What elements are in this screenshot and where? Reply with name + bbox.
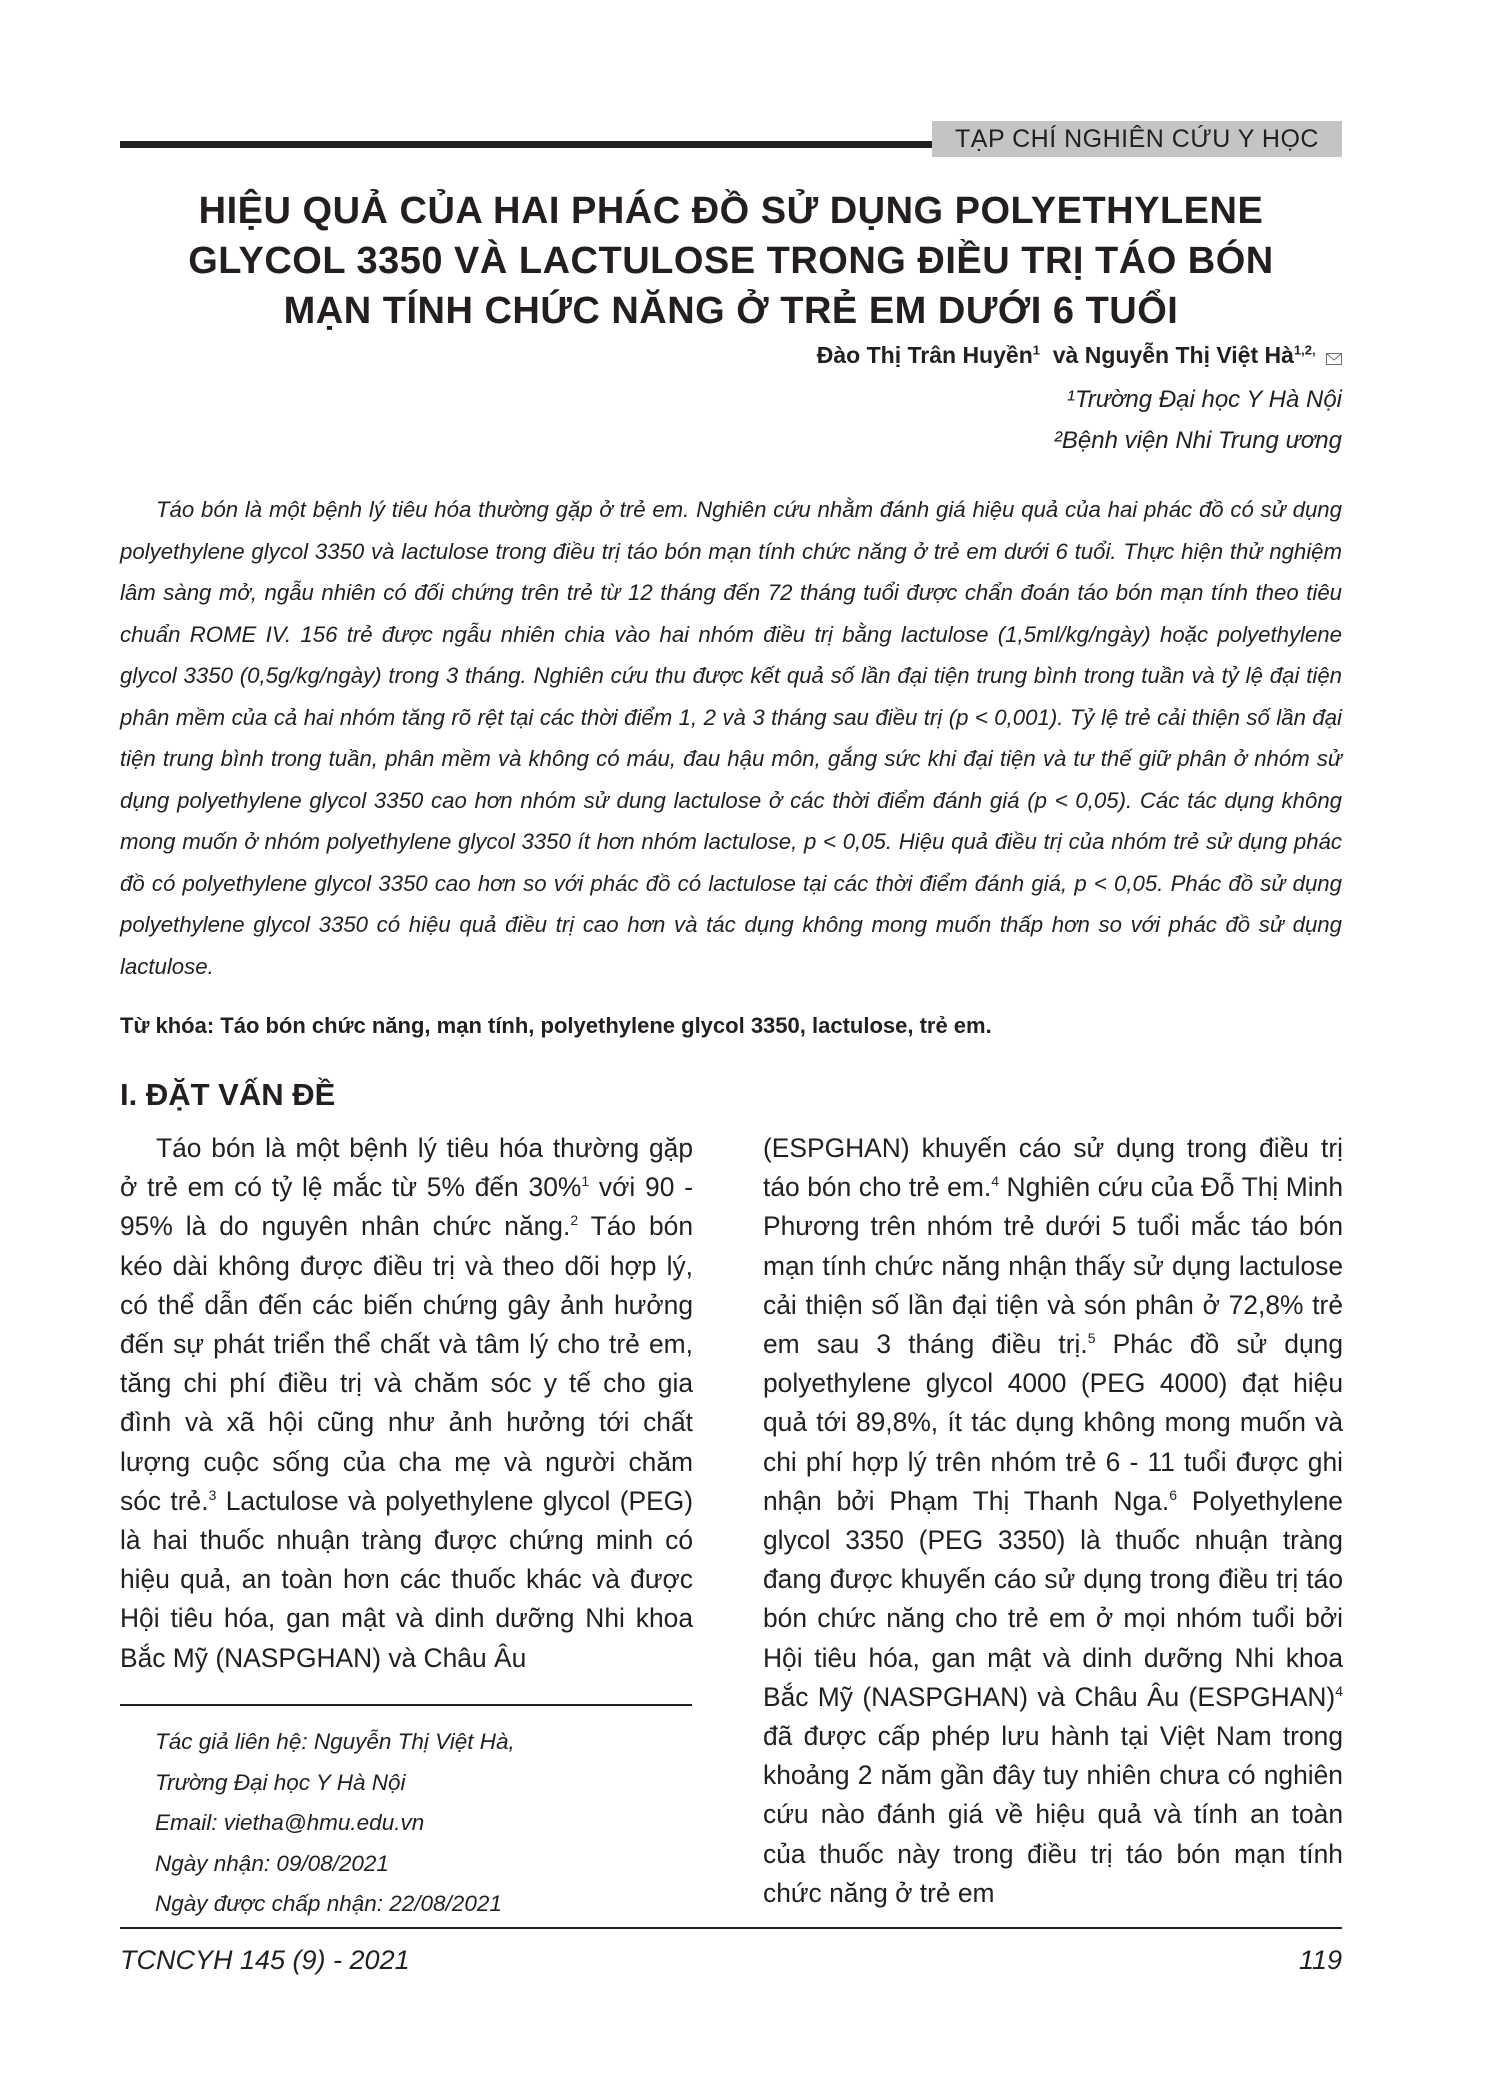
intro-paragraph-right [763, 1129, 1343, 1913]
envelope-icon [1326, 344, 1342, 371]
text-segment: đã được cấp phép lưu hành tại Việt Nam trong khoảng 2 năm gần đây tuy nhiên chưa có nghiên cứu nào đánh giá về hiệu quả và tính an toàn của thuốc này trong điều trị táo bón mạn tính chức năng ở trẻ em [763, 1721, 1343, 1908]
reference-mark: 6 [1169, 1487, 1177, 1504]
text-segment: Táo bón là một bệnh lý tiêu hóa thường gặp ở trẻ em có tỷ lệ mắc từ 5% đến 30% [120, 1133, 693, 1203]
page-number: 119 [1298, 1945, 1342, 1975]
reference-mark: 5 [1087, 1330, 1096, 1347]
footnote-rule [120, 1704, 692, 1706]
footer-rule [120, 1927, 1342, 1929]
text-segment: Lactulose và polyethylene glycol (PEG) là hai thuốc nhuận tràng được chứng minh có hiệu quả, an toàn hơn các thuốc khác và được Hội tiêu hóa, gan mật và dinh dưỡng Nhi khoa Bắc Mỹ (NASPGHAN) và Châu Âu [120, 1485, 693, 1673]
reference-mark: 2 [570, 1212, 579, 1229]
reference-mark: 1 [581, 1173, 590, 1190]
text-segment: Táo bón kéo dài không được điều trị và theo dõi hợp lý, có thể dẫn đến các biến chứng gây ảnh hưởng đến sự phát triển thể chất và tâm lý cho trẻ em, tăng chi phí điều trị và chăm sóc y tế cho gia đình và xã hội cũng như ảnh hưởng tới chất lượng cuộc sống của cha mẹ và người chăm sóc trẻ. [120, 1211, 693, 1516]
intro-paragraph-left [120, 1129, 693, 1678]
author-conjunction: và [1052, 342, 1079, 368]
reference-mark: 4 [1335, 1683, 1343, 1700]
author-1: Đào Thị Trân Huyền [816, 342, 1033, 368]
footer-citation: TCNCYH 145 (9) - 2021 [120, 1945, 410, 1975]
author-line [817, 342, 1342, 371]
header-rule [120, 141, 932, 148]
abstract-text: Táo bón là một bệnh lý tiêu hóa thường gặp ở trẻ em. Nghiên cứu nhằm đánh giá hiệu quả của hai phác đồ có sử dụng polyethylene glycol 3350 và lactulose trong điều trị táo bón mạn tính chức năng ở trẻ em dưới 6 tuổi. Thực hiện thử nghiệm lâm sàng mở, ngẫu nhiên có đối chứng trên trẻ từ 12 tháng đến 72 tháng tuổi được chẩn đoán táo bón mạn tính theo tiêu chuẩn ROME IV. 156 trẻ được ngẫu nhiên chia vào hai nhóm điều trị bằng lactulose (1,5ml/kg/ngày) hoặc polyethylene glycol 3350 (0,5g/kg/ngày) trong 3 tháng. Nghiên cứu thu được kết quả số lần đại tiện trung bình trong tuần và tỷ lệ đại tiện phân mềm của cả hai nhóm tăng rõ rệt tại các thời điểm 1, 2 và 3 tháng sau điều trị (p < 0,001). Tỷ lệ trẻ cải thiện số lần đại tiện trung bình trong tuần, phân mềm và không có máu, đau hậu môn, gắng sức khi đại tiện và tư thế giữ phân ở nhóm sử dụng polyethylene glycol 3350 cao hơn nhóm sử dung lactulose ở các thời điểm đánh giá (p < 0,05). Các tác dụng không mong muốn ở nhóm polyethylene glycol 3350 ít hơn nhóm lactulose, p < 0,05. Hiệu quả điều trị của nhóm trẻ sử dụng phác đồ có polyethylene glycol 3350 cao hơn so với phác đồ có lactulose tại các thời điểm đánh giá, p < 0,05. Phác đồ sử dụng polyethylene glycol 3350 có hiệu quả điều trị cao hơn và tác dụng không mong muốn thấp hơn so với phác đồ sử dụng lactulose. [120, 497, 1342, 979]
text-segment: với 90 - 95% là do nguyên nhân chức năng. [120, 1172, 693, 1242]
body-column-left [120, 1129, 693, 1678]
abstract [120, 489, 1342, 987]
author-2-affiliation-mark: 1,2, [1293, 342, 1316, 358]
corresponding-institution: Trường Đại học Y Hà Nội [155, 1769, 406, 1795]
text-segment: (ESPGHAN) khuyến cáo sử dụng trong điều trị táo bón cho trẻ em. [763, 1133, 1343, 1203]
text-segment: Nghiên cứu của Đỗ Thị Minh Phương trên nhóm trẻ dưới 5 tuổi mắc táo bón mạn tính chức năng nhận thấy sử dụng lactulose cải thiện số lần đại tiện và són phân ở 72,8% trẻ em sau 3 tháng điều trị. [763, 1172, 1343, 1360]
accepted-date: Ngày được chấp nhận: 22/08/2021 [155, 1891, 502, 1916]
corresponding-email: Email: vietha@hmu.edu.vn [155, 1810, 425, 1835]
title-line-1: HIỆU QUẢ CỦA HAI PHÁC ĐỒ SỬ DỤNG POLYETHYLENE [198, 190, 1264, 232]
corresponding-author: Tác giả liên hệ: Nguyễn Thị Việt Hà, [155, 1729, 515, 1754]
title-line-2: GLYCOL 3350 VÀ LACTULOSE TRONG ĐIỀU TRỊ TÁO BÓN [188, 240, 1274, 282]
section-heading: I. ĐẶT VẤN ĐỀ [120, 1077, 336, 1112]
article-title [120, 186, 1342, 336]
keywords: Từ khóa: Táo bón chức năng, mạn tính, polyethylene glycol 3350, lactulose, trẻ em. [120, 1013, 992, 1038]
affiliation-2: ²Bệnh viện Nhi Trung ương [1053, 427, 1342, 454]
journal-tag: TẠP CHÍ NGHIÊN CỨU Y HỌC [932, 121, 1342, 157]
author-2: Nguyễn Thị Việt Hà [1084, 342, 1294, 368]
text-segment: Polyethylene glycol 3350 (PEG 3350) là thuốc nhuận tràng đang được khuyến cáo sử dụng trong điều trị táo bón chức năng cho trẻ em ở mọi nhóm tuổi bởi Hội tiêu hóa, gan mật và dinh dưỡng Nhi khoa Bắc Mỹ (NASPGHAN) và Châu Âu (ESPGHAN) [763, 1485, 1343, 1712]
author-1-affiliation-mark: 1 [1032, 342, 1040, 358]
text-segment: Phác đồ sử dụng polyethylene glycol 4000 (PEG 4000) đạt hiệu quả tới 89,8%, ít tác dụng không mong muốn và chi phí hợp lý trên nhóm trẻ 6 - 11 tuổi được ghi nhận bởi Phạm Thị Thanh Nga. [763, 1329, 1343, 1516]
reference-mark: 3 [208, 1487, 217, 1504]
received-date: Ngày nhận: 09/08/2021 [155, 1850, 389, 1876]
title-line-3: MẠN TÍNH CHỨC NĂNG Ở TRẺ EM DƯỚI 6 TUỔI [283, 290, 1179, 332]
reference-mark: 4 [991, 1173, 999, 1190]
body-column-right [763, 1129, 1343, 1913]
correspondence-footnote [155, 1722, 695, 1925]
affiliation-1: ¹Trường Đại học Y Hà Nội [1066, 386, 1342, 413]
